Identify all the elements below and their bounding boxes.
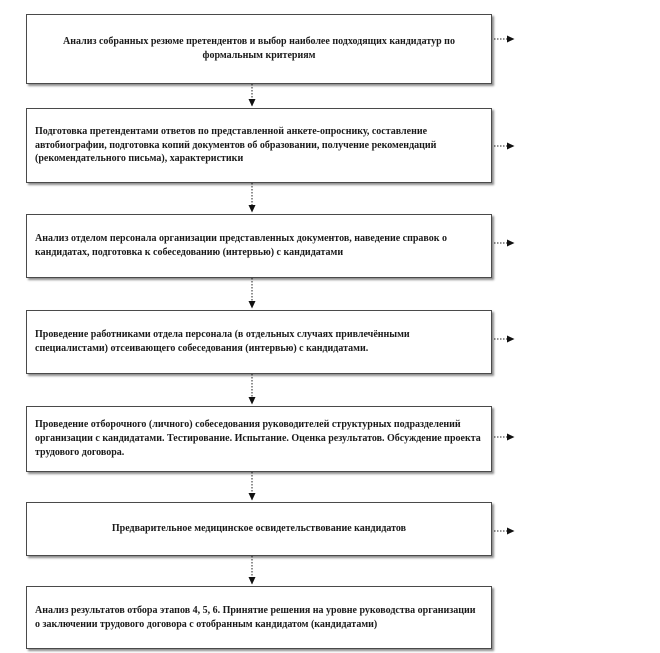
step-box-7 <box>26 586 492 649</box>
step-text-2: Подготовка претендентами ответов по представленной анкете-опроснику, составление автобиографии, подготовка копий документов об образовании, получение рекомендаций (рекомендательного письма), характеристики <box>35 125 437 165</box>
step-text-4: Проведение работниками отдела персонала (в отдельных случаях привлечёнными специалистами) отсеивающего собеседования (интервью) с кандидатами. <box>35 329 410 354</box>
step-text-1: Анализ собранных резюме претендентов и выбор наиболее подходящих кандидатур по формальным критериям <box>63 36 455 61</box>
step-box-5 <box>26 406 492 472</box>
step-text-7: Анализ результатов отбора этапов 4, 5, 6. Принятие решения на уровне руководства организации о заключении трудового договора с отобранным кандидатом (кандидатами) <box>35 604 476 630</box>
step-box-6 <box>26 502 492 556</box>
step-box-2 <box>26 108 492 183</box>
step-text-3: Анализ отделом персонала организации представленных документов, наведение справок о кандидатах, подготовка к собеседованию (интервью) с кандидатами <box>35 233 448 258</box>
step-box-4 <box>26 310 492 374</box>
step-box-3 <box>26 214 492 278</box>
step-text-5: Проведение отборочного (личного) собеседования руководителей структурных подразделений организации с кандидатами. Тестирование. Испытание. Оценка результатов. Обсуждение проекта трудового договора. <box>35 419 481 458</box>
step-text-6: Предварительное медицинское освидетельствование кандидатов <box>111 523 407 535</box>
step-box-1 <box>26 14 492 84</box>
